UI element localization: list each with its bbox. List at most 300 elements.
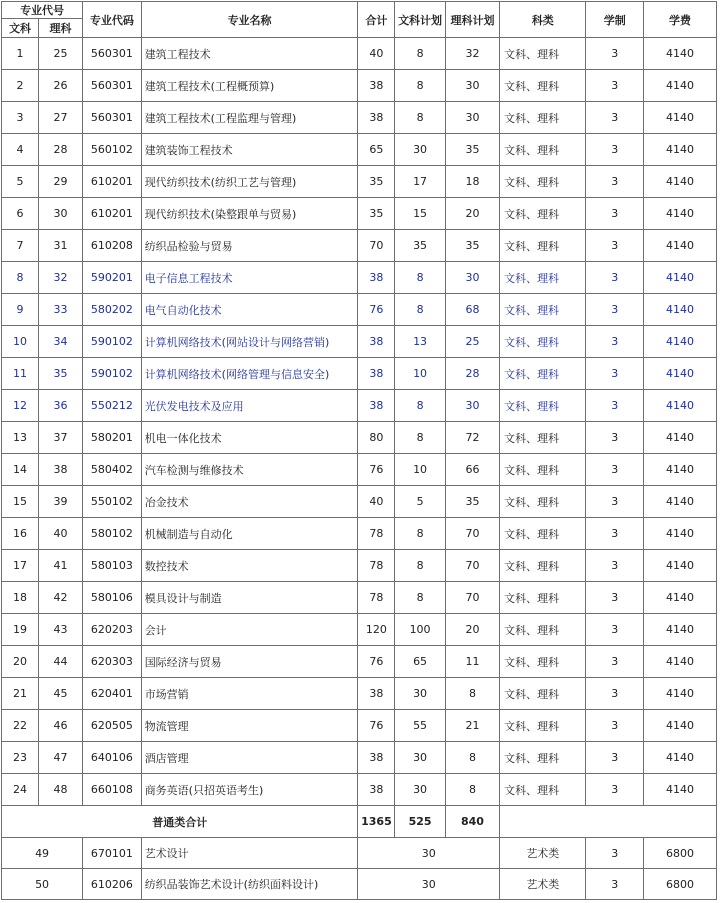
table-row [2,390,717,422]
cell-total: 38 [358,678,395,710]
cell-li-code: 46 [38,710,82,742]
cell-wen-plan: 30 [395,742,445,774]
cell-wen-code: 10 [2,326,39,358]
art-cell-major-code: 670101 [83,838,142,869]
cell-major-code: 560301 [83,70,142,102]
cell-wen-code: 23 [2,742,39,774]
cell-major-code: 590102 [83,358,142,390]
art-cell-major-name: 艺术设计 [141,838,358,869]
cell-li-plan: 30 [445,70,499,102]
cell-wen-plan: 100 [395,614,445,646]
cell-li-plan: 30 [445,102,499,134]
header-tuition: 学费 [643,2,716,38]
cell-total: 38 [358,358,395,390]
cell-duration: 3 [586,230,644,262]
cell-tuition: 4140 [643,198,716,230]
cell-li-plan: 30 [445,390,499,422]
cell-li-plan: 35 [445,486,499,518]
art-cell-major-code: 610206 [83,869,142,900]
cell-li-code: 33 [38,294,82,326]
cell-li-code: 28 [38,134,82,166]
cell-duration: 3 [586,358,644,390]
header-li-plan: 理科计划 [445,2,499,38]
cell-li-plan: 25 [445,326,499,358]
cell-duration: 3 [586,70,644,102]
cell-li-plan: 18 [445,166,499,198]
cell-li-plan: 20 [445,614,499,646]
cell-li-plan: 8 [445,742,499,774]
cell-duration: 3 [586,678,644,710]
cell-wen-plan: 15 [395,198,445,230]
cell-major-name: 现代纺织技术(纺织工艺与管理) [141,166,358,198]
cell-category: 文科、理科 [500,774,586,806]
cell-li-code: 27 [38,102,82,134]
cell-duration: 3 [586,422,644,454]
cell-li-code: 38 [38,454,82,486]
cell-li-code: 39 [38,486,82,518]
cell-duration: 3 [586,550,644,582]
cell-major-code: 620401 [83,678,142,710]
cell-total: 35 [358,198,395,230]
cell-major-name: 光伏发电技术及应用 [141,390,358,422]
table-row [2,486,717,518]
header-total: 合计 [358,2,395,38]
cell-total: 40 [358,486,395,518]
cell-duration: 3 [586,774,644,806]
cell-wen-code: 17 [2,550,39,582]
cell-wen-plan: 8 [395,262,445,294]
cell-duration: 3 [586,166,644,198]
cell-wen-code: 14 [2,454,39,486]
cell-duration: 3 [586,742,644,774]
header-category: 科类 [500,2,586,38]
header-duration: 学制 [586,2,644,38]
cell-total: 65 [358,134,395,166]
cell-li-code: 45 [38,678,82,710]
cell-major-code: 580102 [83,518,142,550]
cell-tuition: 4140 [643,358,716,390]
cell-major-name: 计算机网络技术(网站设计与网络营销) [141,326,358,358]
cell-total: 120 [358,614,395,646]
cell-li-code: 48 [38,774,82,806]
cell-major-code: 560301 [83,102,142,134]
cell-duration: 3 [586,102,644,134]
cell-wen-code: 3 [2,102,39,134]
cell-category: 文科、理科 [500,70,586,102]
cell-duration: 3 [586,134,644,166]
cell-category: 文科、理科 [500,614,586,646]
table-row [2,326,717,358]
cell-duration: 3 [586,582,644,614]
total-wen-plan: 525 [395,806,445,838]
cell-tuition: 4140 [643,262,716,294]
cell-tuition: 4140 [643,166,716,198]
cell-wen-code: 19 [2,614,39,646]
table-body [2,2,717,900]
cell-total: 70 [358,230,395,262]
cell-li-code: 30 [38,198,82,230]
table-row [2,134,717,166]
cell-major-code: 640106 [83,742,142,774]
cell-wen-code: 16 [2,518,39,550]
cell-tuition: 4140 [643,774,716,806]
cell-total: 40 [358,38,395,70]
cell-wen-plan: 10 [395,358,445,390]
table-row [2,38,717,70]
art-cell-category: 艺术类 [500,838,586,869]
cell-wen-plan: 30 [395,774,445,806]
cell-tuition: 4140 [643,518,716,550]
art-cell-num: 49 [2,838,83,869]
cell-li-code: 34 [38,326,82,358]
cell-category: 文科、理科 [500,262,586,294]
cell-category: 文科、理科 [500,358,586,390]
cell-major-code: 610201 [83,166,142,198]
cell-wen-plan: 13 [395,326,445,358]
art-cell-tuition: 6800 [643,869,716,900]
cell-duration: 3 [586,454,644,486]
cell-tuition: 4140 [643,38,716,70]
header-wen-plan: 文科计划 [395,2,445,38]
cell-major-name: 汽车检测与维修技术 [141,454,358,486]
cell-li-plan: 72 [445,422,499,454]
cell-wen-plan: 35 [395,230,445,262]
cell-category: 文科、理科 [500,390,586,422]
cell-wen-plan: 55 [395,710,445,742]
cell-category: 文科、理科 [500,646,586,678]
cell-li-code: 37 [38,422,82,454]
cell-category: 文科、理科 [500,422,586,454]
cell-li-plan: 21 [445,710,499,742]
header-code-group: 专业代号 [2,2,83,19]
cell-major-name: 会计 [141,614,358,646]
cell-category: 文科、理科 [500,678,586,710]
cell-tuition: 4140 [643,678,716,710]
cell-wen-plan: 8 [395,390,445,422]
cell-category: 文科、理科 [500,742,586,774]
art-cell-tuition: 6800 [643,838,716,869]
cell-category: 文科、理科 [500,198,586,230]
cell-major-code: 610201 [83,198,142,230]
cell-major-code: 550212 [83,390,142,422]
art-cell-duration: 3 [586,838,644,869]
cell-total: 38 [358,102,395,134]
cell-li-code: 44 [38,646,82,678]
table-row [2,774,717,806]
cell-wen-code: 4 [2,134,39,166]
art-row [2,869,717,900]
cell-tuition: 4140 [643,70,716,102]
cell-major-name: 电子信息工程技术 [141,262,358,294]
cell-total: 78 [358,582,395,614]
cell-total: 38 [358,326,395,358]
cell-wen-code: 24 [2,774,39,806]
cell-wen-plan: 8 [395,102,445,134]
table-row [2,422,717,454]
total-blank-cell [500,806,717,838]
cell-wen-code: 18 [2,582,39,614]
cell-tuition: 4140 [643,230,716,262]
cell-category: 文科、理科 [500,454,586,486]
cell-li-code: 40 [38,518,82,550]
cell-total: 78 [358,518,395,550]
cell-category: 文科、理科 [500,134,586,166]
cell-major-name: 国际经济与贸易 [141,646,358,678]
cell-wen-plan: 8 [395,70,445,102]
table-row [2,518,717,550]
cell-wen-code: 15 [2,486,39,518]
cell-total: 76 [358,710,395,742]
cell-li-plan: 32 [445,38,499,70]
cell-li-plan: 8 [445,678,499,710]
cell-li-plan: 11 [445,646,499,678]
cell-category: 文科、理科 [500,582,586,614]
art-cell-category: 艺术类 [500,869,586,900]
cell-tuition: 4140 [643,486,716,518]
cell-tuition: 4140 [643,390,716,422]
cell-wen-code: 6 [2,198,39,230]
cell-li-code: 31 [38,230,82,262]
cell-li-code: 25 [38,38,82,70]
cell-category: 文科、理科 [500,230,586,262]
cell-tuition: 4140 [643,614,716,646]
table-row [2,358,717,390]
header-major-name: 专业名称 [141,2,358,38]
cell-li-code: 29 [38,166,82,198]
cell-duration: 3 [586,518,644,550]
cell-major-code: 590102 [83,326,142,358]
cell-li-code: 43 [38,614,82,646]
table-row [2,614,717,646]
cell-wen-plan: 8 [395,38,445,70]
table-row [2,710,717,742]
cell-wen-plan: 5 [395,486,445,518]
cell-li-plan: 68 [445,294,499,326]
cell-li-plan: 8 [445,774,499,806]
table-row [2,550,717,582]
cell-major-code: 620203 [83,614,142,646]
cell-duration: 3 [586,614,644,646]
cell-major-name: 模具设计与制造 [141,582,358,614]
cell-major-name: 建筑工程技术 [141,38,358,70]
cell-major-name: 建筑工程技术(工程监理与管理) [141,102,358,134]
cell-major-name: 电气自动化技术 [141,294,358,326]
cell-major-name: 市场营销 [141,678,358,710]
cell-duration: 3 [586,646,644,678]
cell-li-plan: 35 [445,230,499,262]
cell-wen-plan: 8 [395,294,445,326]
cell-category: 文科、理科 [500,550,586,582]
art-cell-plan: 30 [358,838,500,869]
cell-duration: 3 [586,486,644,518]
cell-total: 76 [358,294,395,326]
table-row [2,102,717,134]
cell-major-name: 建筑工程技术(工程概预算) [141,70,358,102]
cell-wen-code: 22 [2,710,39,742]
cell-duration: 3 [586,710,644,742]
cell-major-name: 数控技术 [141,550,358,582]
cell-major-name: 商务英语(只招英语考生) [141,774,358,806]
cell-tuition: 4140 [643,422,716,454]
cell-tuition: 4140 [643,710,716,742]
cell-li-plan: 70 [445,550,499,582]
total-li-plan: 840 [445,806,499,838]
header-row-1 [2,2,717,19]
table-row [2,646,717,678]
cell-li-code: 36 [38,390,82,422]
cell-wen-plan: 8 [395,422,445,454]
total-sum: 1365 [358,806,395,838]
cell-total: 38 [358,262,395,294]
cell-li-plan: 70 [445,582,499,614]
table-row [2,166,717,198]
cell-wen-plan: 30 [395,134,445,166]
cell-wen-code: 13 [2,422,39,454]
art-row [2,838,717,869]
cell-wen-plan: 8 [395,582,445,614]
cell-li-plan: 20 [445,198,499,230]
total-row [2,806,717,838]
cell-tuition: 4140 [643,454,716,486]
cell-major-name: 建筑装饰工程技术 [141,134,358,166]
cell-li-plan: 66 [445,454,499,486]
cell-total: 38 [358,742,395,774]
cell-major-code: 620303 [83,646,142,678]
cell-tuition: 4140 [643,326,716,358]
cell-wen-code: 7 [2,230,39,262]
header-wenke: 文科 [2,19,39,38]
cell-major-name: 纺织品检验与贸易 [141,230,358,262]
cell-li-code: 41 [38,550,82,582]
table-row [2,230,717,262]
cell-wen-code: 21 [2,678,39,710]
cell-duration: 3 [586,390,644,422]
cell-major-name: 计算机网络技术(网络管理与信息安全) [141,358,358,390]
header-like: 理科 [38,19,82,38]
table-row [2,582,717,614]
cell-wen-code: 2 [2,70,39,102]
cell-li-code: 47 [38,742,82,774]
cell-tuition: 4140 [643,550,716,582]
table-row [2,678,717,710]
enrollment-plan-table [1,1,717,900]
cell-total: 38 [358,390,395,422]
cell-wen-plan: 65 [395,646,445,678]
cell-category: 文科、理科 [500,710,586,742]
table-row [2,70,717,102]
cell-major-code: 610208 [83,230,142,262]
cell-li-plan: 70 [445,518,499,550]
cell-total: 78 [358,550,395,582]
cell-major-name: 物流管理 [141,710,358,742]
cell-tuition: 4140 [643,294,716,326]
cell-li-code: 35 [38,358,82,390]
cell-tuition: 4140 [643,134,716,166]
cell-category: 文科、理科 [500,486,586,518]
cell-wen-code: 9 [2,294,39,326]
cell-major-name: 机械制造与自动化 [141,518,358,550]
cell-wen-code: 1 [2,38,39,70]
cell-category: 文科、理科 [500,166,586,198]
table-row [2,262,717,294]
cell-wen-plan: 17 [395,166,445,198]
cell-major-code: 550102 [83,486,142,518]
art-cell-major-name: 纺织品装饰艺术设计(纺织面料设计) [141,869,358,900]
total-label: 普通类合计 [2,806,358,838]
cell-major-code: 580201 [83,422,142,454]
cell-total: 76 [358,646,395,678]
cell-tuition: 4140 [643,742,716,774]
cell-wen-code: 5 [2,166,39,198]
cell-category: 文科、理科 [500,326,586,358]
cell-wen-code: 11 [2,358,39,390]
cell-li-plan: 30 [445,262,499,294]
cell-major-code: 660108 [83,774,142,806]
cell-wen-plan: 10 [395,454,445,486]
table-row [2,742,717,774]
cell-li-plan: 35 [445,134,499,166]
cell-duration: 3 [586,294,644,326]
cell-duration: 3 [586,198,644,230]
table-row [2,294,717,326]
cell-major-code: 580106 [83,582,142,614]
cell-category: 文科、理科 [500,518,586,550]
table-row [2,198,717,230]
cell-major-code: 580402 [83,454,142,486]
cell-duration: 3 [586,38,644,70]
cell-major-name: 现代纺织技术(染整跟单与贸易) [141,198,358,230]
cell-duration: 3 [586,326,644,358]
cell-li-plan: 28 [445,358,499,390]
cell-li-code: 32 [38,262,82,294]
art-cell-plan: 30 [358,869,500,900]
cell-tuition: 4140 [643,102,716,134]
cell-major-code: 560301 [83,38,142,70]
cell-total: 38 [358,70,395,102]
cell-li-code: 42 [38,582,82,614]
cell-li-code: 26 [38,70,82,102]
cell-total: 38 [358,774,395,806]
cell-wen-code: 20 [2,646,39,678]
cell-tuition: 4140 [643,646,716,678]
header-major-code: 专业代码 [83,2,142,38]
cell-major-name: 酒店管理 [141,742,358,774]
cell-major-name: 机电一体化技术 [141,422,358,454]
cell-wen-plan: 30 [395,678,445,710]
table-row [2,454,717,486]
cell-major-code: 620505 [83,710,142,742]
cell-major-code: 580202 [83,294,142,326]
cell-wen-code: 12 [2,390,39,422]
cell-major-code: 580103 [83,550,142,582]
cell-wen-code: 8 [2,262,39,294]
cell-category: 文科、理科 [500,102,586,134]
cell-major-code: 590201 [83,262,142,294]
cell-total: 80 [358,422,395,454]
cell-category: 文科、理科 [500,38,586,70]
cell-category: 文科、理科 [500,294,586,326]
cell-total: 35 [358,166,395,198]
art-cell-num: 50 [2,869,83,900]
cell-major-name: 冶金技术 [141,486,358,518]
cell-major-code: 560102 [83,134,142,166]
art-cell-duration: 3 [586,869,644,900]
cell-wen-plan: 8 [395,518,445,550]
cell-duration: 3 [586,262,644,294]
cell-wen-plan: 8 [395,550,445,582]
cell-total: 76 [358,454,395,486]
cell-tuition: 4140 [643,582,716,614]
